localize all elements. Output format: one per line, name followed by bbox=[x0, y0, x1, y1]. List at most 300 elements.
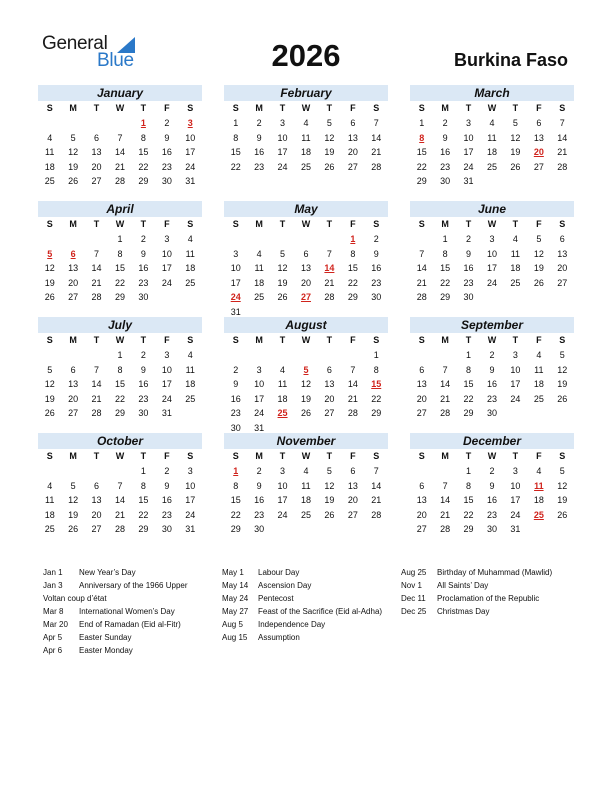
holiday-name: Labour Day bbox=[258, 568, 300, 577]
weekday-label: T bbox=[326, 219, 333, 229]
holiday-day-cell: 14 bbox=[324, 263, 335, 273]
day-cell: 29 bbox=[138, 176, 149, 186]
weekday-label: M bbox=[69, 335, 77, 345]
day-cell: 12 bbox=[44, 379, 55, 389]
day-cell: 20 bbox=[347, 147, 358, 157]
day-cell: 12 bbox=[300, 379, 311, 389]
empty-day-cell bbox=[527, 174, 550, 189]
weekday-header bbox=[38, 333, 202, 348]
week-row bbox=[224, 508, 388, 523]
weekday-label: S bbox=[418, 219, 425, 229]
empty-day-cell bbox=[294, 522, 317, 537]
day-cell: 2 bbox=[164, 118, 170, 128]
weekday-label: M bbox=[69, 451, 77, 461]
empty-day-cell bbox=[527, 290, 550, 305]
holiday-date: May 1 bbox=[222, 568, 244, 577]
weekday-label: S bbox=[373, 335, 380, 345]
day-cell: 28 bbox=[440, 524, 451, 534]
week-row bbox=[38, 276, 202, 291]
empty-day-cell bbox=[85, 348, 108, 363]
empty-day-cell bbox=[38, 232, 61, 247]
empty-day-cell bbox=[294, 232, 317, 247]
day-cell: 8 bbox=[233, 132, 239, 143]
day-cell: 15 bbox=[440, 263, 451, 273]
weekday-label: M bbox=[255, 219, 263, 229]
day-cell: 4 bbox=[47, 480, 53, 491]
day-cell: 5 bbox=[70, 132, 76, 143]
month-title: August bbox=[224, 317, 388, 333]
weekday-label: S bbox=[418, 103, 425, 113]
day-cell: 29 bbox=[463, 524, 474, 534]
day-cell: 13 bbox=[347, 480, 358, 491]
day-cell: 14 bbox=[91, 263, 102, 273]
holiday-day-cell: 3 bbox=[187, 118, 193, 128]
day-cell: 21 bbox=[440, 509, 451, 520]
month-october bbox=[38, 433, 202, 537]
day-cell: 3 bbox=[466, 118, 472, 128]
week-row bbox=[224, 261, 388, 276]
day-cell: 19 bbox=[510, 147, 521, 157]
day-cell: 23 bbox=[486, 393, 497, 404]
day-cell: 12 bbox=[533, 248, 544, 259]
day-cell: 5 bbox=[536, 234, 542, 244]
empty-day-cell bbox=[224, 348, 247, 363]
holiday-date: Mar 20 bbox=[43, 620, 68, 629]
day-cell: 19 bbox=[68, 509, 79, 520]
week-row bbox=[224, 276, 388, 291]
day-cell: 7 bbox=[373, 118, 379, 128]
day-cell: 16 bbox=[440, 147, 451, 157]
day-cell: 30 bbox=[138, 408, 149, 418]
empty-day-cell bbox=[85, 464, 108, 479]
day-cell: 10 bbox=[486, 248, 497, 259]
week-row bbox=[410, 232, 574, 247]
day-cell: 9 bbox=[466, 248, 472, 259]
empty-day-cell bbox=[85, 232, 108, 247]
day-cell: 29 bbox=[347, 292, 358, 302]
week-row bbox=[410, 392, 574, 407]
week-row bbox=[410, 377, 574, 392]
day-cell: 25 bbox=[185, 393, 196, 404]
day-cell: 14 bbox=[114, 495, 125, 505]
empty-day-cell bbox=[155, 290, 178, 305]
week-row bbox=[224, 522, 388, 537]
day-cell: 25 bbox=[300, 509, 311, 520]
weekday-label: S bbox=[559, 103, 566, 113]
weekday-label: T bbox=[93, 103, 100, 113]
day-cell: 26 bbox=[277, 292, 288, 302]
day-cell: 5 bbox=[70, 480, 76, 491]
month-august bbox=[224, 317, 388, 435]
week-row bbox=[224, 131, 388, 146]
weekday-label: F bbox=[164, 451, 170, 461]
day-cell: 3 bbox=[512, 466, 518, 476]
day-cell: 30 bbox=[254, 524, 265, 534]
weekday-label: M bbox=[441, 451, 449, 461]
day-cell: 24 bbox=[185, 161, 196, 172]
holiday-date: Jan 1 bbox=[43, 568, 63, 577]
day-cell: 20 bbox=[347, 495, 358, 505]
day-cell: 27 bbox=[324, 408, 335, 418]
day-cell: 19 bbox=[557, 495, 568, 505]
day-cell: 7 bbox=[94, 248, 100, 259]
day-cell: 3 bbox=[489, 234, 495, 244]
weekday-label: M bbox=[69, 103, 77, 113]
day-cell: 15 bbox=[463, 379, 474, 389]
day-cell: 11 bbox=[510, 248, 521, 259]
holiday-name: Easter Monday bbox=[79, 646, 133, 655]
month-title: June bbox=[410, 201, 574, 217]
day-cell: 9 bbox=[140, 248, 146, 259]
holiday-name: Proclamation of the Republic bbox=[437, 594, 540, 603]
holiday-entry bbox=[222, 579, 382, 592]
holiday-day-cell: 5 bbox=[47, 248, 53, 259]
day-cell: 13 bbox=[416, 495, 427, 505]
day-cell: 9 bbox=[373, 248, 379, 259]
week-row bbox=[224, 406, 388, 421]
day-cell: 6 bbox=[419, 364, 425, 375]
holiday-name: Christmas Day bbox=[437, 607, 490, 616]
day-cell: 10 bbox=[185, 480, 196, 491]
weekday-label: S bbox=[559, 451, 566, 461]
day-cell: 6 bbox=[94, 480, 100, 491]
day-cell: 8 bbox=[117, 248, 123, 259]
week-row bbox=[410, 290, 574, 305]
day-cell: 8 bbox=[442, 248, 448, 259]
weekday-label: W bbox=[487, 451, 497, 461]
day-cell: 2 bbox=[140, 234, 146, 244]
day-cell: 9 bbox=[442, 132, 448, 143]
holiday-day-cell: 27 bbox=[300, 292, 311, 302]
week-row bbox=[38, 508, 202, 523]
day-cell: 28 bbox=[347, 408, 358, 418]
holiday-day-cell: 25 bbox=[277, 408, 288, 418]
week-row bbox=[224, 377, 388, 392]
weekday-label: S bbox=[418, 451, 425, 461]
month-may bbox=[224, 201, 388, 319]
holiday-entry bbox=[222, 618, 382, 631]
day-cell: 23 bbox=[138, 277, 149, 288]
holiday-name: All Saints’ Day bbox=[437, 581, 489, 590]
week-row bbox=[38, 290, 202, 305]
holiday-date: Mar 8 bbox=[43, 607, 64, 616]
week-row bbox=[224, 464, 388, 479]
day-cell: 4 bbox=[536, 350, 542, 360]
day-cell: 13 bbox=[91, 495, 102, 505]
holiday-name: Assumption bbox=[258, 633, 300, 642]
holiday-name: International Women’s Day bbox=[79, 607, 175, 616]
day-cell: 3 bbox=[280, 466, 286, 476]
empty-day-cell bbox=[179, 290, 202, 305]
weekday-label: T bbox=[326, 451, 333, 461]
empty-day-cell bbox=[85, 116, 108, 131]
weekday-label: F bbox=[536, 335, 542, 345]
week-row bbox=[410, 479, 574, 494]
empty-day-cell bbox=[410, 464, 433, 479]
weekday-label: W bbox=[301, 103, 311, 113]
day-cell: 23 bbox=[254, 161, 265, 172]
holiday-column bbox=[43, 566, 188, 657]
day-cell: 16 bbox=[463, 263, 474, 273]
day-cell: 1 bbox=[373, 350, 379, 360]
day-cell: 8 bbox=[466, 480, 472, 491]
weekday-label: S bbox=[373, 103, 380, 113]
day-cell: 6 bbox=[94, 132, 100, 143]
month-september bbox=[410, 317, 574, 421]
day-cell: 16 bbox=[254, 495, 265, 505]
day-cell: 9 bbox=[256, 480, 262, 491]
week-row bbox=[410, 464, 574, 479]
empty-day-cell bbox=[61, 116, 84, 131]
month-february bbox=[224, 85, 388, 174]
week-row bbox=[38, 174, 202, 189]
day-cell: 5 bbox=[326, 466, 332, 476]
month-july bbox=[38, 317, 202, 421]
day-cell: 14 bbox=[91, 379, 102, 389]
weekday-label: T bbox=[512, 451, 519, 461]
empty-day-cell bbox=[38, 116, 61, 131]
day-cell: 19 bbox=[533, 263, 544, 273]
day-cell: 12 bbox=[557, 364, 568, 375]
day-cell: 9 bbox=[256, 132, 262, 143]
month-title: April bbox=[38, 201, 202, 217]
holiday-name: Independence Day bbox=[258, 620, 326, 629]
day-cell: 7 bbox=[117, 480, 123, 491]
day-cell: 23 bbox=[230, 408, 241, 418]
empty-day-cell bbox=[38, 348, 61, 363]
weekday-label: T bbox=[512, 219, 519, 229]
empty-day-cell bbox=[61, 464, 84, 479]
weekday-label: M bbox=[255, 451, 263, 461]
country-name: Burkina Faso bbox=[453, 50, 568, 70]
week-row bbox=[224, 348, 388, 363]
day-cell: 2 bbox=[256, 466, 262, 476]
week-row bbox=[224, 247, 388, 262]
day-cell: 18 bbox=[277, 393, 288, 404]
weekday-header bbox=[224, 449, 388, 464]
day-cell: 5 bbox=[559, 466, 565, 476]
weekday-label: T bbox=[140, 103, 147, 113]
day-cell: 10 bbox=[463, 132, 474, 143]
day-cell: 4 bbox=[303, 118, 309, 128]
day-cell: 29 bbox=[114, 408, 125, 418]
day-cell: 16 bbox=[254, 147, 265, 157]
empty-day-cell bbox=[551, 406, 574, 421]
day-cell: 17 bbox=[277, 495, 288, 505]
holiday-name: Birthday of Muhammad (Mawlid) bbox=[437, 568, 553, 577]
weekday-label: F bbox=[164, 335, 170, 345]
day-cell: 3 bbox=[512, 350, 518, 360]
empty-day-cell bbox=[271, 232, 294, 247]
holiday-date: Aug 25 bbox=[401, 568, 427, 577]
holiday-entry bbox=[401, 592, 552, 605]
holiday-entry bbox=[222, 592, 382, 605]
day-cell: 29 bbox=[371, 408, 382, 418]
day-cell: 26 bbox=[68, 524, 79, 534]
day-cell: 26 bbox=[300, 408, 311, 418]
empty-day-cell bbox=[108, 116, 131, 131]
empty-day-cell bbox=[179, 406, 202, 421]
weekday-label: S bbox=[559, 219, 566, 229]
day-cell: 13 bbox=[91, 147, 102, 157]
month-title: May bbox=[224, 201, 388, 217]
day-cell: 5 bbox=[512, 118, 518, 128]
weekday-label: S bbox=[46, 219, 53, 229]
day-cell: 21 bbox=[114, 161, 125, 172]
empty-day-cell bbox=[38, 464, 61, 479]
empty-day-cell bbox=[61, 232, 84, 247]
weekday-label: F bbox=[536, 103, 542, 113]
day-cell: 6 bbox=[303, 248, 309, 259]
day-cell: 18 bbox=[44, 161, 55, 172]
week-row bbox=[410, 261, 574, 276]
day-cell: 17 bbox=[185, 495, 196, 505]
weekday-header bbox=[38, 449, 202, 464]
day-cell: 3 bbox=[164, 350, 170, 360]
day-cell: 4 bbox=[489, 118, 495, 128]
day-cell: 4 bbox=[187, 350, 193, 360]
day-cell: 21 bbox=[557, 147, 568, 157]
day-cell: 17 bbox=[254, 393, 265, 404]
holiday-entry bbox=[401, 579, 552, 592]
week-row bbox=[410, 508, 574, 523]
day-cell: 16 bbox=[230, 393, 241, 404]
holiday-date: Aug 5 bbox=[222, 620, 243, 629]
empty-day-cell bbox=[410, 348, 433, 363]
day-cell: 13 bbox=[557, 248, 568, 259]
day-cell: 9 bbox=[489, 364, 495, 375]
holiday-day-cell: 5 bbox=[303, 364, 309, 375]
week-row bbox=[410, 131, 574, 146]
empty-day-cell bbox=[224, 232, 247, 247]
day-cell: 24 bbox=[185, 509, 196, 520]
calendar-year: 2026 bbox=[271, 38, 341, 73]
day-cell: 14 bbox=[371, 132, 382, 143]
empty-day-cell bbox=[551, 522, 574, 537]
weekday-label: F bbox=[536, 219, 542, 229]
holiday-entry bbox=[222, 605, 382, 618]
day-cell: 9 bbox=[233, 379, 239, 389]
week-row bbox=[38, 493, 202, 508]
day-cell: 10 bbox=[230, 263, 241, 273]
day-cell: 12 bbox=[68, 147, 79, 157]
day-cell: 5 bbox=[326, 118, 332, 128]
day-cell: 13 bbox=[416, 379, 427, 389]
day-cell: 20 bbox=[416, 509, 427, 520]
week-row bbox=[410, 276, 574, 291]
day-cell: 27 bbox=[68, 408, 79, 418]
day-cell: 9 bbox=[164, 480, 170, 491]
weekday-label: T bbox=[326, 103, 333, 113]
day-cell: 6 bbox=[559, 234, 565, 244]
day-cell: 10 bbox=[277, 132, 288, 143]
day-cell: 15 bbox=[416, 147, 427, 157]
empty-day-cell bbox=[108, 464, 131, 479]
holiday-date: May 27 bbox=[222, 607, 249, 616]
day-cell: 7 bbox=[559, 118, 565, 128]
day-cell: 29 bbox=[440, 292, 451, 302]
day-cell: 17 bbox=[510, 495, 521, 505]
holiday-day-cell: 11 bbox=[534, 480, 544, 491]
month-title: November bbox=[224, 433, 388, 449]
day-cell: 30 bbox=[230, 422, 241, 433]
day-cell: 19 bbox=[68, 161, 79, 172]
day-cell: 13 bbox=[533, 132, 544, 143]
day-cell: 26 bbox=[324, 509, 335, 520]
day-cell: 20 bbox=[557, 263, 568, 273]
day-cell: 21 bbox=[416, 277, 427, 288]
weekday-header bbox=[410, 217, 574, 232]
weekday-label: T bbox=[140, 219, 147, 229]
weekday-label: W bbox=[301, 335, 311, 345]
day-cell: 15 bbox=[230, 147, 241, 157]
weekday-label: S bbox=[559, 335, 566, 345]
day-cell: 6 bbox=[350, 118, 356, 128]
week-row bbox=[410, 174, 574, 189]
day-cell: 19 bbox=[277, 277, 288, 288]
day-cell: 21 bbox=[91, 393, 102, 404]
month-title: December bbox=[410, 433, 574, 449]
week-row bbox=[38, 131, 202, 146]
holiday-day-cell: 1 bbox=[140, 118, 146, 128]
day-cell: 25 bbox=[185, 277, 196, 288]
holiday-day-cell: 25 bbox=[533, 509, 544, 520]
day-cell: 5 bbox=[280, 248, 286, 259]
weekday-label: W bbox=[115, 103, 125, 113]
weekday-label: S bbox=[232, 219, 239, 229]
day-cell: 8 bbox=[373, 364, 379, 375]
holiday-date: Nov 1 bbox=[401, 581, 422, 590]
weekday-label: M bbox=[441, 335, 449, 345]
weekday-label: T bbox=[326, 335, 333, 345]
week-row bbox=[224, 363, 388, 378]
day-cell: 27 bbox=[347, 509, 358, 520]
day-cell: 17 bbox=[277, 147, 288, 157]
day-cell: 17 bbox=[230, 277, 241, 288]
weekday-label: F bbox=[350, 219, 356, 229]
empty-day-cell bbox=[61, 348, 84, 363]
empty-day-cell bbox=[433, 348, 456, 363]
day-cell: 29 bbox=[416, 176, 427, 186]
day-cell: 17 bbox=[510, 379, 521, 389]
week-row bbox=[38, 232, 202, 247]
day-cell: 2 bbox=[489, 466, 495, 476]
day-cell: 16 bbox=[371, 263, 382, 273]
weekday-label: T bbox=[512, 103, 519, 113]
day-cell: 3 bbox=[233, 248, 239, 259]
month-title: February bbox=[224, 85, 388, 101]
weekday-label: M bbox=[255, 103, 263, 113]
day-cell: 27 bbox=[533, 161, 544, 172]
day-cell: 26 bbox=[533, 277, 544, 288]
weekday-label: F bbox=[164, 219, 170, 229]
weekday-label: T bbox=[465, 103, 472, 113]
day-cell: 12 bbox=[44, 263, 55, 273]
empty-day-cell bbox=[294, 348, 317, 363]
holiday-day-cell: 1 bbox=[350, 234, 356, 244]
weekday-label: F bbox=[536, 451, 542, 461]
week-row bbox=[410, 116, 574, 131]
weekday-header bbox=[224, 217, 388, 232]
day-cell: 28 bbox=[557, 161, 568, 172]
holiday-name: Anniversary of the 1966 Upper bbox=[79, 581, 188, 590]
holiday-day-cell: 24 bbox=[230, 292, 241, 302]
month-title: January bbox=[38, 85, 202, 101]
empty-day-cell bbox=[480, 174, 503, 189]
week-row bbox=[38, 116, 202, 131]
weekday-header bbox=[410, 101, 574, 116]
day-cell: 12 bbox=[324, 132, 335, 143]
